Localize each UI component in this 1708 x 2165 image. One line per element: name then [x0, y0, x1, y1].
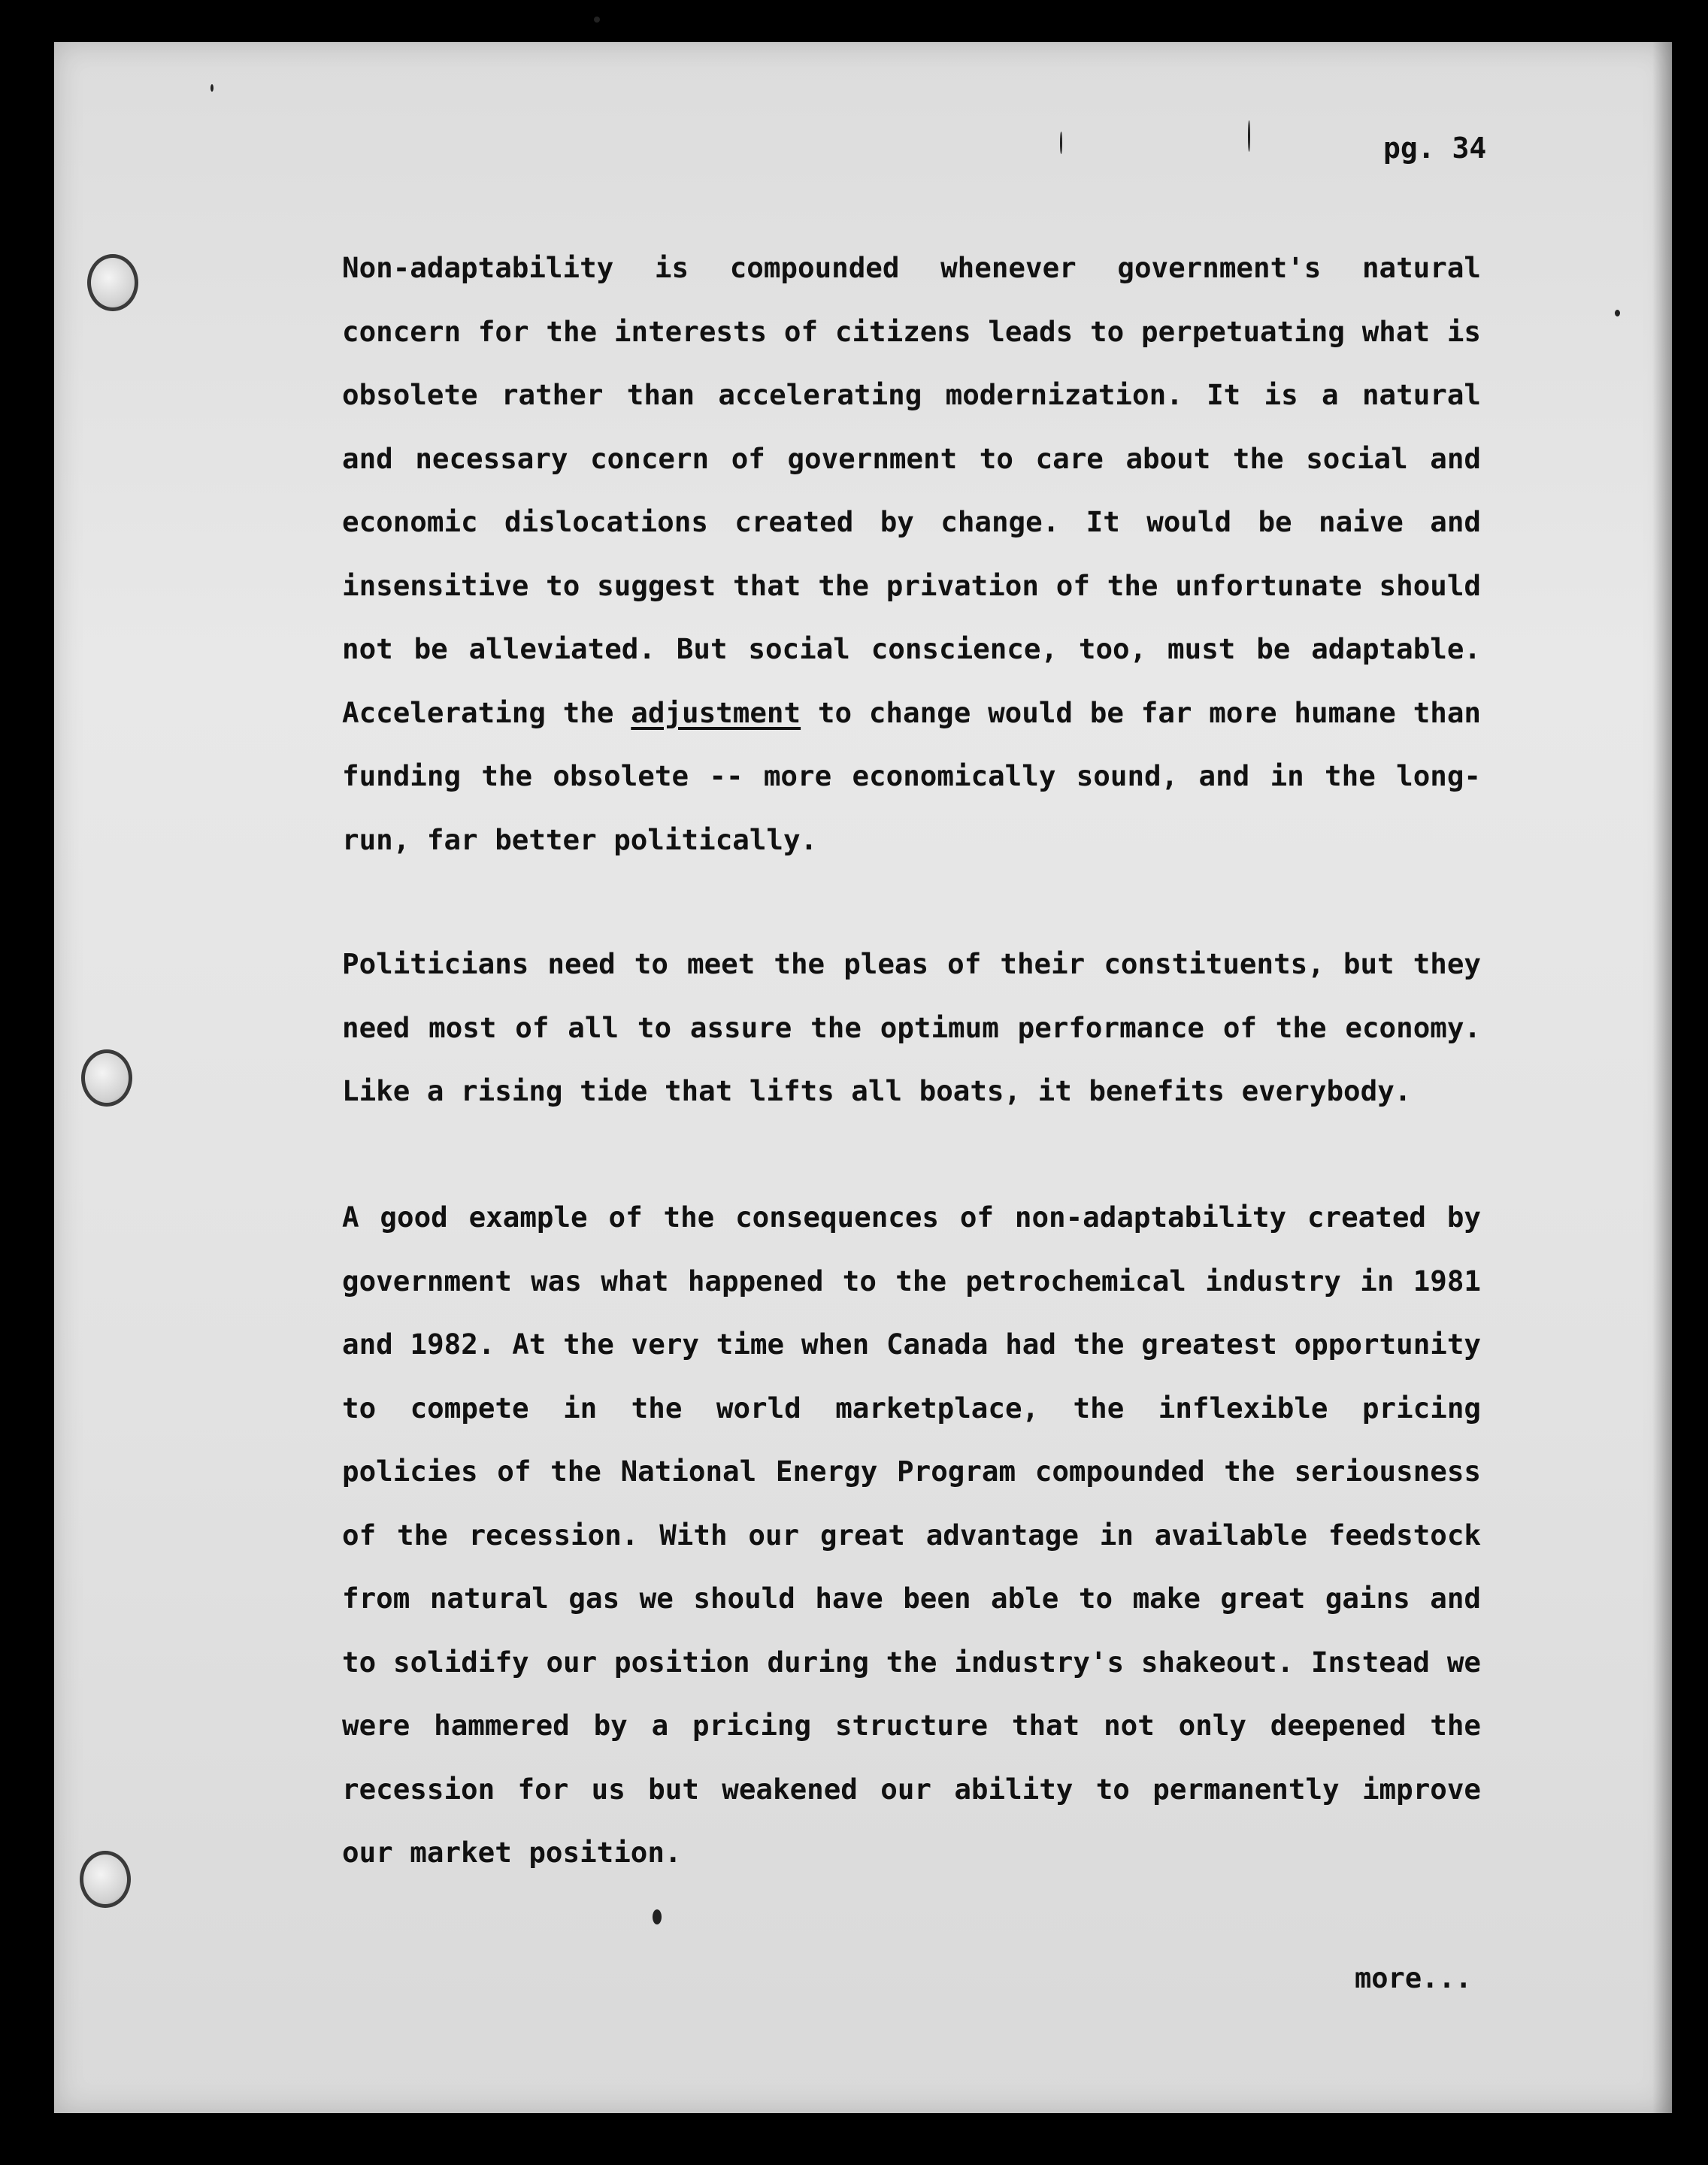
scan-speck — [1615, 310, 1620, 316]
scan-speck — [594, 17, 600, 23]
punch-hole-middle — [81, 1049, 132, 1107]
page-number: pg. 34 — [1383, 132, 1487, 165]
scan-speck — [1060, 132, 1062, 154]
punch-hole-bottom — [80, 1851, 131, 1908]
page-edge-shadow — [1652, 42, 1672, 2113]
paragraph-2: Politicians need to meet the pleas of their constituents, but they need most of all to assure the optimum performance of the economy. Like a rising tide that lifts all boats, it benefits everybody. — [342, 947, 1481, 1107]
punch-hole-top — [87, 254, 138, 311]
underlined-word: adjustment — [631, 695, 801, 729]
scan-speck — [210, 84, 214, 92]
paragraph-1-text-end: to change would be far more humane than funding the obsolete -- more economically sound, and in the long-run, far better politically. — [342, 695, 1482, 856]
paragraph-1 — [342, 236, 1481, 871]
paragraph-1-text-start: Non-adaptability is compounded whenever government's natural concern for the interests of citizens leads to perpetuating what is obsolete rather than accelerating modernization. It is a natural and necessary concern of government to care about the social and economic dislocations created by change. It would be naive and insensitive to suggest that the privation of the unfortunate should not be alleviated. But social conscience, too, must be adaptable. Accelerating the — [342, 251, 1481, 729]
scan-speck — [653, 1909, 662, 1924]
continuation-marker: more... — [1355, 1962, 1472, 1994]
scan-speck — [1248, 120, 1250, 152]
paragraph-3: A good example of the consequences of non-adaptability created by government was what happened to the petrochemical industry in 1981 and 1982. At the very time when Canada had the greatest opportunity to compete in the world marketplace, the inflexible pricing policies of the National Energy Program compounded the seriousness of the recession. With our great advantage in available feedstock from natural gas we should have been able to make great gains and to solidify our position during the industry's shakeout. Instead we were hammered by a pricing structure that not only deepened the recession for us but weakened our ability to permanently improve our market position. — [342, 1201, 1481, 1869]
